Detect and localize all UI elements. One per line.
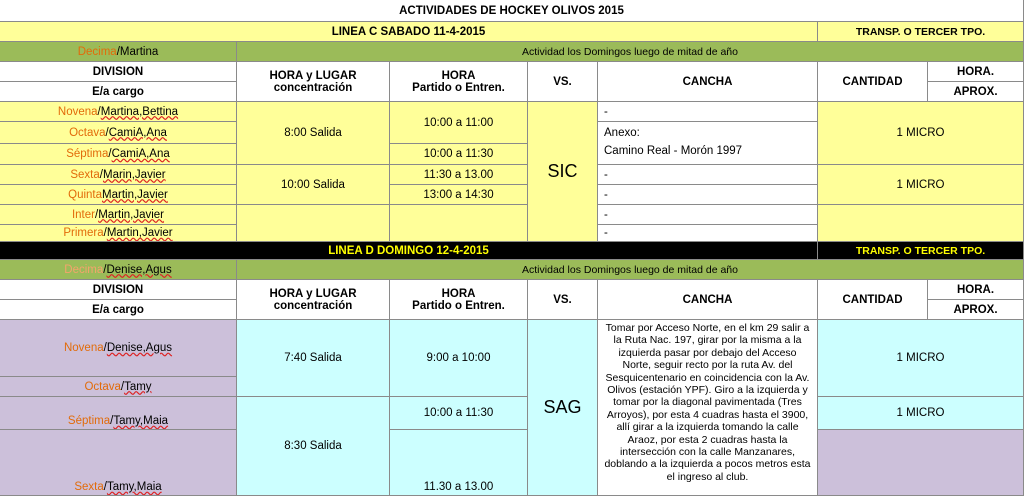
division-separator: / (108, 148, 112, 160)
cargo-name: Martin,Javier (106, 227, 173, 239)
cargo-name: Martin,Javier (98, 208, 165, 221)
cargo-name: Martina,Bettina (100, 105, 179, 118)
division-row (0, 122, 237, 144)
anexo-address: Camino Real - Morón 1997 (604, 145, 743, 157)
linea-c-header: LINEA C SABADO 11-4-2015 (0, 22, 818, 42)
col-cancha: CANCHA (598, 280, 818, 320)
col-cancha: CANCHA (598, 62, 818, 102)
col-aprox-line1: HORA. (928, 280, 1024, 300)
division-name: Sexta (74, 481, 104, 493)
division-separator: / (99, 168, 103, 181)
hora-cell: 10:00 a 11:30 (390, 397, 528, 430)
salida-cell: 7:40 Salida (237, 320, 390, 397)
cargo-name: Tamy,Maia (113, 415, 169, 427)
col-hora-line1: HORA (441, 69, 476, 82)
cargo-name: Marin,Javier (102, 168, 166, 181)
linea-c-decima-cell (0, 42, 237, 62)
cargo-name: CamiA,Ana (108, 126, 167, 139)
linea-d-transp (818, 242, 1024, 260)
micro-cell-empty (818, 205, 1024, 242)
division-name: Inter (71, 208, 95, 221)
col-division: DIVISION (0, 280, 237, 300)
col-hora-lugar-line2: concentración (273, 81, 353, 94)
division-row (0, 102, 237, 122)
cancha-directions: Tomar por Acceso Norte, en el km 29 salir a la Ruta Nac. 197, girar por la misma a la izquierda pasar por debajo del Acceso Norte, seguir recto por la ruta Av. del Sesquicentenario en coincidencia con la Av. Olivos (estación YPF). Giro a la izquierda y tomar por la diagonal pavimentada (Tres Arroyos), por esta 4 cuadras hasta el 3900, allí girar a la izquierda tomando la calle Araoz, por esta 2 cuadras hasta la intersección con la calle Manzanares, doblando a la izquierda a pocos metros esta el ingreso al club. (598, 320, 818, 496)
hora-cell: 13:00 a 14:30 (390, 185, 528, 205)
linea-c-actividad: Actividad los Domingos luego de mitad de año (237, 42, 1024, 62)
division-row (0, 320, 237, 377)
micro-cell: 1 MICRO (818, 102, 1024, 165)
cargo-name: Martina (119, 45, 159, 58)
col-hora-line1: HORA (441, 287, 476, 300)
col-division: DIVISION (0, 62, 237, 82)
col-aprox-line1: HORA. (928, 62, 1024, 82)
division-name: Sexta (70, 168, 100, 181)
division-separator: / (94, 208, 99, 221)
col-hora-lugar-line2: concentración (273, 299, 353, 312)
division-name: Séptima (66, 148, 109, 160)
micro-cell: 1 MICRO (818, 320, 1024, 397)
linea-d-header (0, 242, 818, 260)
col-aprox-line2: APROX. (928, 82, 1024, 102)
cargo-name: Martin,Javier (102, 188, 168, 201)
col-hora-lugar-line1: HORA y LUGAR (269, 69, 357, 82)
micro-cell: 1 MICRO (818, 165, 1024, 205)
col-hora-lugar (237, 62, 390, 102)
linea-d-decima-cell (0, 260, 237, 280)
micro-cell-empty (818, 430, 1024, 496)
division-separator: / (116, 45, 120, 58)
division-row (0, 397, 237, 430)
col-hora-line2: Partido o Entren. (412, 81, 505, 94)
sheet-title: ACTIVIDADES DE HOCKEY OLIVOS 2015 (0, 0, 1024, 22)
division-name: Quinta (68, 188, 103, 201)
col-hora (390, 62, 528, 102)
hora-cell: 11:30 a 13.00 (390, 165, 528, 185)
col-hora (390, 280, 528, 320)
hora-cell: 9:00 a 10:00 (390, 320, 528, 397)
division-row (0, 430, 237, 496)
col-cantidad: CANTIDAD (818, 62, 928, 102)
micro-cell: 1 MICRO (818, 397, 1024, 430)
division-row (0, 225, 237, 242)
division-name: Octava (69, 126, 106, 139)
hora-cell: 10:00 a 11:00 (390, 102, 528, 144)
division-separator: / (120, 380, 125, 393)
cargo-name: Denise,Agus (106, 263, 172, 276)
cargo-name: Tamy,Maia (106, 481, 162, 493)
col-cargo: E/a cargo (0, 82, 237, 102)
salida-cell: 8:00 Salida (237, 102, 390, 165)
cargo-name: Tamy (124, 380, 152, 393)
hora-cell: 11.30 a 13.00 (390, 430, 528, 496)
division-separator: / (103, 227, 107, 239)
anexo-label: Anexo: (604, 127, 640, 139)
col-hora-lugar-line1: HORA y LUGAR (269, 287, 357, 300)
division-separator: / (103, 481, 107, 493)
col-vs: VS. (528, 280, 598, 320)
division-row (0, 144, 237, 165)
division-separator: / (103, 342, 107, 354)
salida-cell-empty (237, 205, 390, 242)
cancha-anexo (598, 122, 818, 165)
vs-cell: SIC (528, 102, 598, 242)
cargo-name: CamiA,Ana (111, 148, 170, 160)
cancha-dash: - (598, 205, 818, 225)
col-hora-lugar (237, 280, 390, 320)
col-cargo: E/a cargo (0, 300, 237, 320)
division-name: Novena (57, 105, 98, 118)
division-row (0, 185, 237, 205)
cancha-dash: - (598, 225, 818, 242)
division-separator: / (103, 263, 107, 276)
salida-cell: 10:00 Salida (237, 165, 390, 205)
division-name: Novena (63, 342, 104, 354)
division-row (0, 205, 237, 225)
division-name: Decima (77, 45, 117, 58)
hora-cell-empty (390, 205, 528, 242)
cancha-dash: - (598, 185, 818, 205)
division-name: Primera (63, 227, 104, 239)
division-name: Decima (64, 263, 104, 276)
salida-cell: 8:30 Salida (237, 397, 390, 496)
col-hora-line2: Partido o Entren. (412, 299, 505, 312)
vs-cell: SAG (528, 320, 598, 496)
linea-d-actividad: Actividad los Domingos luego de mitad de año (237, 260, 1024, 280)
cancha-dash: - (598, 102, 818, 122)
division-row (0, 165, 237, 185)
division-row (0, 377, 237, 397)
hora-cell: 10:00 a 11:30 (390, 144, 528, 165)
division-separator: / (110, 415, 114, 427)
linea-c-transp: TRANSP. O TERCER TPO. (818, 22, 1024, 42)
col-cantidad: CANTIDAD (818, 280, 928, 320)
division-separator: / (97, 105, 101, 118)
col-vs: VS. (528, 62, 598, 102)
division-separator: / (105, 126, 109, 139)
col-aprox-line2: APROX. (928, 300, 1024, 320)
cargo-name: Denise,Agus (106, 342, 173, 354)
cancha-dash: - (598, 165, 818, 185)
linea-d-transp-text: TRANSP. O TERCER TPO. (855, 244, 986, 257)
division-name: Octava (84, 380, 121, 393)
linea-d-header-text: LINEA D DOMINGO 12-4-2015 (328, 244, 489, 257)
division-name: Séptima (67, 415, 111, 427)
